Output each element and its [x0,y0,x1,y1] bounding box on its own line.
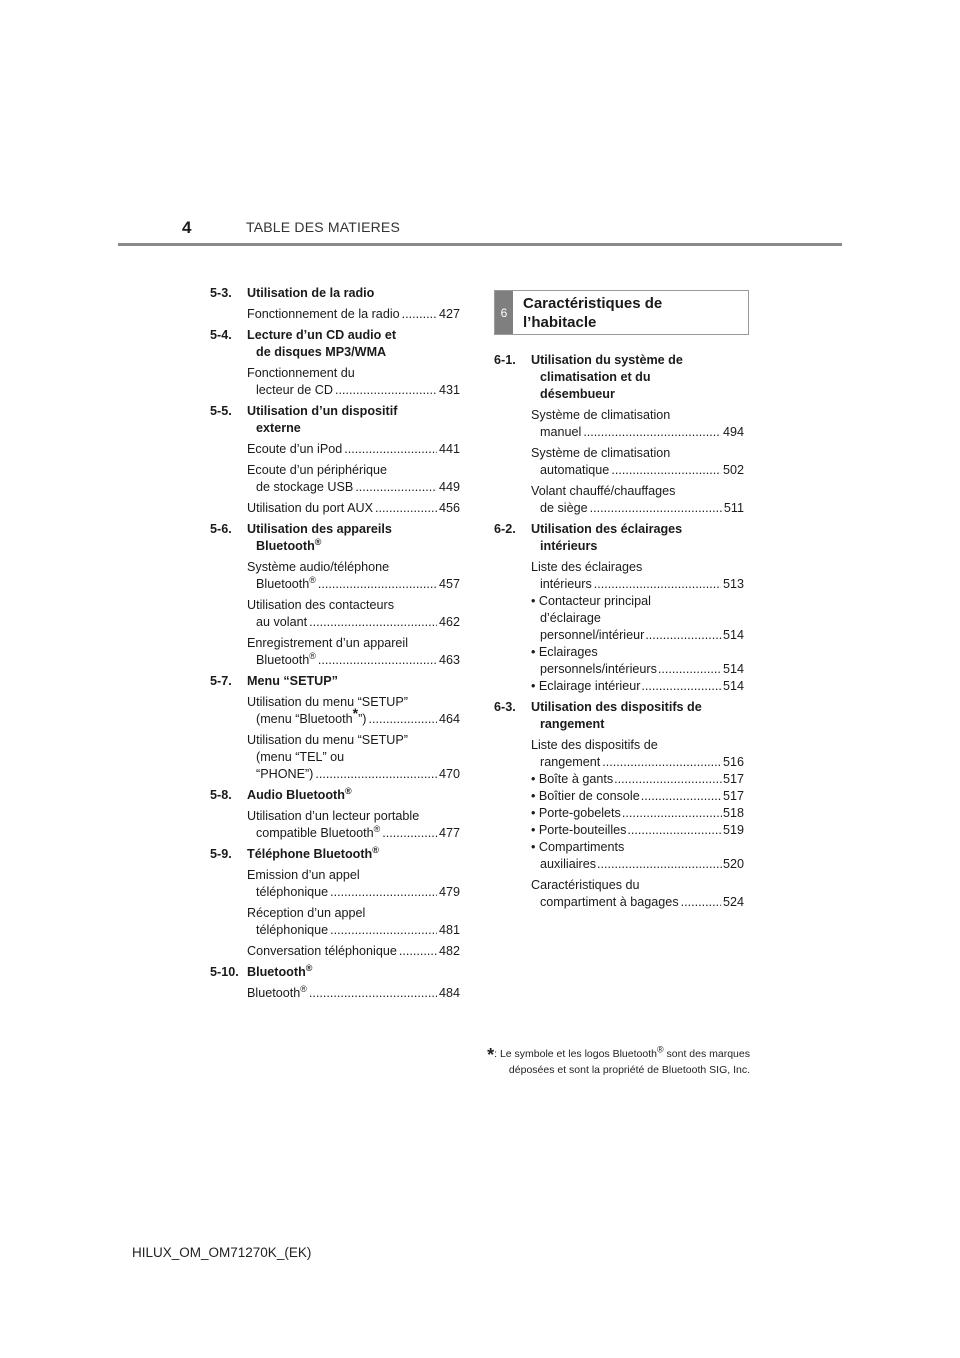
toc-entry[interactable]: Utilisation du menu “SETUP” (menu “Bluetooth*”) ..... 464 [210,694,460,728]
toc-entry[interactable]: Utilisation des contacteurs au volant ..... 462 [210,597,460,631]
page-ref: 481 [438,923,460,937]
toc-entry[interactable]: Caractéristiques du compartiment à bagages ..... 524 [494,877,744,911]
page-ref: 514 [722,679,744,693]
toc-entry[interactable]: Liste des dispositifs de rangement ..... 516 [494,737,744,771]
header-divider [118,243,842,246]
page-number: 4 [182,218,192,237]
toc-entry[interactable]: Enregistrement d’un appareil Bluetooth® ..... 463 [210,635,460,669]
toc-entry[interactable]: Utilisation du menu “SETUP” (menu “TEL” ou “PHONE”) ..... 470 [210,732,460,783]
toc-section-6-2[interactable]: 6-2. Utilisation des éclairages intérieurs [494,522,683,553]
page-ref: 514 [722,628,744,642]
document-code: HILUX_OM_OM71270K_(EK) [132,1245,312,1260]
toc-bullet-entry[interactable]: • Boîtier de console ..... 517 [494,788,744,805]
page-ref: 482 [438,944,460,958]
toc-section-5-9[interactable]: 5-9. Téléphone Bluetooth® [210,844,379,861]
toc-bullet-entry[interactable]: • Compartiments auxiliaires ..... 520 [494,839,744,873]
toc-section-5-6[interactable]: 5-6. Utilisation des appareils Bluetooth® [210,522,392,553]
page-ref: 518 [722,806,744,820]
toc-entry[interactable]: Ecoute d’un iPod ..... 441 [210,441,460,458]
page-ref: 464 [438,712,460,726]
toc-section-5-3[interactable]: 5-3. Utilisation de la radio [210,286,375,300]
toc-section-6-3[interactable]: 6-3. Utilisation des dispositifs de rangement [494,700,702,731]
toc-entry[interactable]: Système de climatisation manuel ..... 494 [494,407,744,441]
toc-entry[interactable]: Fonctionnement du lecteur de CD ..... 431 [210,365,460,399]
page-ref: 441 [438,442,460,456]
toc-entry[interactable]: Emission d’un appel téléphonique ..... 479 [210,867,460,901]
toc-bullet-entry[interactable]: • Eclairages personnels/intérieurs ..... 514 [494,644,744,678]
toc-section-5-8[interactable]: 5-8. Audio Bluetooth® [210,785,352,802]
page-ref: 520 [722,857,744,871]
toc-entry[interactable]: Système audio/téléphone Bluetooth® ..... 457 [210,559,460,593]
trademark-footnote: *: Le symbole et les logos Bluetooth® sont des marques déposées et sont la propriété de Bluetooth SIG, Inc. [487,1044,750,1076]
page-ref: 513 [722,577,744,591]
page-ref: 511 [723,501,744,515]
page-ref: 479 [438,885,460,899]
toc-section-6-1[interactable]: 6-1. Utilisation du système de climatisation et du désembueur [494,353,683,401]
page-ref: 427 [438,307,460,321]
chapter-title: Caractéristiques de l’habitacle [523,295,663,331]
toc-entry[interactable]: Réception d’un appel téléphonique ..... 481 [210,905,460,939]
toc-bullet-entry[interactable]: • Eclairage intérieur ..... 514 [494,678,744,695]
toc-bullet-entry[interactable]: • Boîte à gants ..... 517 [494,771,744,788]
page-ref: 519 [722,823,744,837]
page-ref: 484 [438,986,460,1000]
page-header-title: TABLE DES MATIERES [246,219,401,235]
toc-entry[interactable]: Ecoute d’un périphérique de stockage USB ..... 449 [210,462,460,496]
page-ref: 463 [438,653,460,667]
page-ref: 494 [722,425,744,439]
toc-entry[interactable]: Liste des éclairages intérieurs ..... 513 [494,559,744,593]
page-ref: 477 [438,826,460,840]
page-ref: 517 [722,789,744,803]
toc-left-column [210,285,460,1006]
page-ref: 431 [438,383,460,397]
chapter-heading-box[interactable] [494,290,749,335]
asterisk-marker: * [487,1045,495,1065]
page-ref: 449 [438,480,460,494]
page-ref: 517 [722,772,744,786]
toc-bullet-entry[interactable]: • Porte-bouteilles ..... 519 [494,822,744,839]
toc-entry[interactable]: Conversation téléphonique ..... 482 [210,943,460,960]
toc-entry[interactable]: Système de climatisation automatique ..... 502 [494,445,744,479]
toc-section-5-5[interactable]: 5-5. Utilisation d’un dispositif externe [210,404,398,435]
page-ref: 462 [438,615,460,629]
page-ref: 514 [722,662,744,676]
toc-entry[interactable]: Utilisation d’un lecteur portable compatible Bluetooth® ..... 477 [210,808,460,842]
toc-section-5-7[interactable]: 5-7. Menu “SETUP” [210,674,338,688]
toc-entry[interactable]: Fonctionnement de la radio ..... 427 [210,306,460,323]
toc-section-5-10[interactable]: 5-10. Bluetooth® [210,962,313,979]
page-ref: 516 [722,755,744,769]
toc-right-column [494,352,744,915]
toc-section-5-4[interactable]: 5-4. Lecture d’un CD audio et de disques MP3/WMA [210,328,397,359]
page-ref: 457 [438,577,460,591]
toc-entry[interactable]: Utilisation du port AUX ..... 456 [210,500,460,517]
page-ref: 502 [722,463,744,477]
toc-bullet-entry[interactable]: • Porte-gobelets ..... 518 [494,805,744,822]
page-ref: 470 [438,767,460,781]
page-ref: 456 [438,501,460,515]
chapter-number-tab: 6 [495,291,513,334]
toc-entry[interactable]: Volant chauffé/chauffages de siège ..... 511 [494,483,744,517]
toc-entry[interactable]: Bluetooth® ..... 484 [210,985,460,1002]
toc-bullet-entry[interactable]: • Contacteur principal d’éclairage personnel/intérieur ..... 514 [494,593,744,644]
page-ref: 524 [722,895,744,909]
